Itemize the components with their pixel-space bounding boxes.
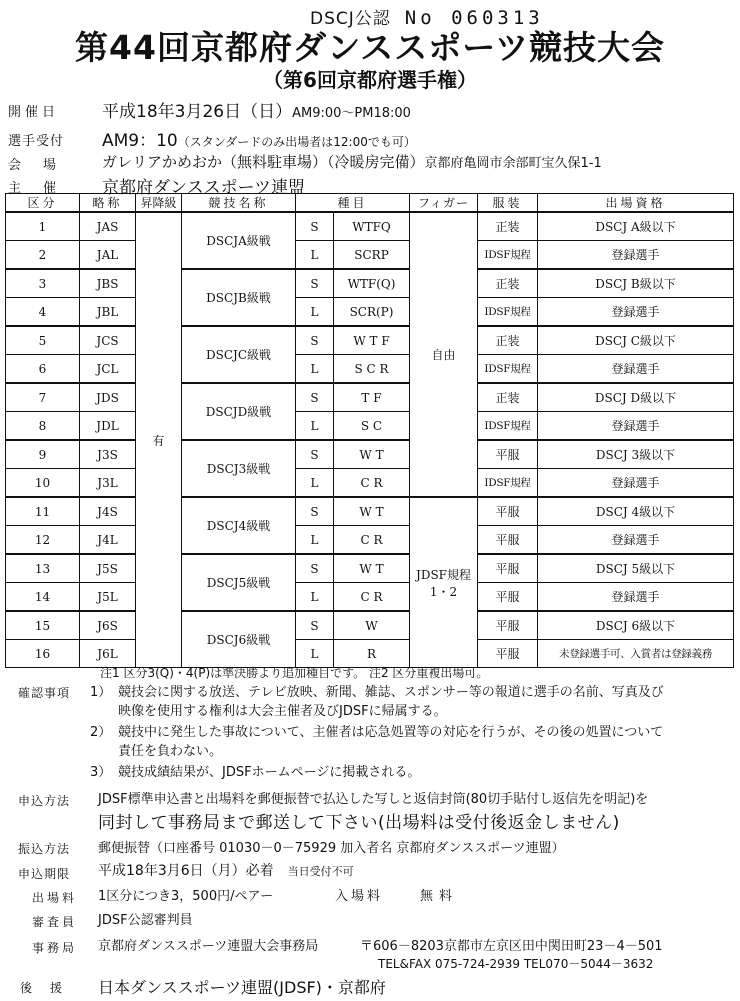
- row-code: JAL: [80, 241, 136, 270]
- row-event: W T F: [334, 326, 410, 355]
- row-event: SCR(P): [334, 298, 410, 327]
- header-promotion: 昇降級: [136, 194, 182, 213]
- confirm-text: 競技中に発生した事故について、主催者は応急処置等の対応を行うが、その後の処置について: [118, 725, 664, 740]
- judges-value: JDSF公認審判員: [98, 913, 193, 928]
- info-value-reception: [102, 126, 416, 151]
- page-subtitle: （第6回京都府選手権）: [263, 68, 477, 92]
- table-row: [6, 440, 734, 469]
- info-value-date: [102, 97, 411, 122]
- row-style: L: [296, 241, 334, 270]
- table-row: [6, 412, 734, 441]
- competition-name: DSCJ6級戦: [182, 611, 296, 668]
- competition-name: DSCJ3級戦: [182, 440, 296, 497]
- confirm-text: 競技成績結果が、JDSFホームページに掲載される。: [118, 765, 421, 780]
- row-style: L: [296, 298, 334, 327]
- events-table: [5, 193, 734, 668]
- row-code: JAS: [80, 212, 136, 241]
- info-value-organizer: 京都府ダンススポーツ連盟: [102, 178, 305, 198]
- row-number: 16: [6, 640, 80, 668]
- confirm-num: 1）: [90, 685, 112, 700]
- row-event: S C: [334, 412, 410, 441]
- row-style: L: [296, 469, 334, 498]
- row-number: 4: [6, 298, 80, 327]
- row-event: C R: [334, 526, 410, 555]
- promotion-cell: 有: [136, 212, 182, 668]
- support-value: 日本ダンススポーツ連盟(JDSF)・京都府: [98, 978, 386, 997]
- deadline-label: 申込期限: [18, 867, 71, 881]
- row-event: C R: [334, 583, 410, 612]
- row-dress: 正装: [478, 212, 538, 241]
- judges-label: 審査員: [32, 915, 78, 929]
- row-event: WTF(Q): [334, 269, 410, 298]
- row-code: JCL: [80, 355, 136, 384]
- event-date: 平成18年3月26日（日）: [102, 102, 293, 122]
- reception-time: AM9：10: [102, 131, 178, 151]
- row-dress: IDSF規程: [478, 355, 538, 384]
- table-row: [6, 298, 734, 327]
- row-code: J4S: [80, 497, 136, 526]
- row-qualification: 未登録選手可、入賞者は登録義務: [538, 640, 734, 668]
- row-number: 1: [6, 212, 80, 241]
- row-style: S: [296, 611, 334, 640]
- row-number: 12: [6, 526, 80, 555]
- header-dress: 服装: [478, 194, 538, 213]
- info-label-organizer: 主催: [8, 181, 79, 196]
- row-code: J3S: [80, 440, 136, 469]
- office-address: 〒606－8203京都市左京区田中関田町23－4－501: [360, 939, 663, 954]
- entry-fee-value: 無料: [420, 889, 459, 904]
- row-style: S: [296, 383, 334, 412]
- row-dress: 平服: [478, 497, 538, 526]
- row-dress: 平服: [478, 554, 538, 583]
- support-label: 後援: [20, 981, 81, 995]
- table-row: [6, 497, 734, 526]
- row-qualification: 登録選手: [538, 469, 734, 498]
- row-code: J5S: [80, 554, 136, 583]
- confirm-text-cont: 映像を使用する権利は大会主催者及びJDSFに帰属する。: [118, 704, 447, 719]
- confirm-item: [90, 683, 664, 721]
- row-code: J3L: [80, 469, 136, 498]
- row-code: JBS: [80, 269, 136, 298]
- fee-value: 1区分につき3，500円/ペアー: [98, 889, 274, 904]
- row-qualification: DSCJ C級以下: [538, 326, 734, 355]
- row-style: L: [296, 526, 334, 555]
- row-qualification: 登録選手: [538, 526, 734, 555]
- fee-label: 出場料: [32, 891, 78, 905]
- row-qualification: 登録選手: [538, 355, 734, 384]
- header-event: 種目: [296, 194, 410, 213]
- row-number: 5: [6, 326, 80, 355]
- competition-name: DSCJD級戦: [182, 383, 296, 440]
- row-event: W T: [334, 440, 410, 469]
- row-number: 14: [6, 583, 80, 612]
- row-qualification: 登録選手: [538, 298, 734, 327]
- event-hours: AM9:00～PM18:00: [292, 106, 411, 121]
- row-number: 13: [6, 554, 80, 583]
- row-event: W T: [334, 554, 410, 583]
- apply-label: 申込方法: [18, 794, 71, 808]
- confirm-text: 競技会に関する放送、テレビ放映、新聞、雑誌、スポンサー等の報道に選手の名前、写真及び: [118, 685, 664, 700]
- table-row: [6, 212, 734, 241]
- row-dress: IDSF規程: [478, 412, 538, 441]
- row-qualification: DSCJ 5級以下: [538, 554, 734, 583]
- table-row: [6, 269, 734, 298]
- row-style: L: [296, 583, 334, 612]
- header-code: 略称: [80, 194, 136, 213]
- office-label: 事務局: [32, 941, 78, 955]
- row-qualification: DSCJ 6級以下: [538, 611, 734, 640]
- row-qualification: DSCJ D級以下: [538, 383, 734, 412]
- page-title: 第44回京都府ダンススポーツ競技大会: [75, 28, 665, 67]
- row-number: 2: [6, 241, 80, 270]
- venue-name: ガレリアかめおか（無料駐車場）（冷暖房完備）: [102, 153, 425, 171]
- table-row: [6, 554, 734, 583]
- info-label-reception: 選手受付: [8, 134, 65, 149]
- row-code: JDS: [80, 383, 136, 412]
- row-qualification: DSCJ 4級以下: [538, 497, 734, 526]
- row-dress: 正装: [478, 326, 538, 355]
- row-event: R: [334, 640, 410, 668]
- row-qualification: DSCJ 3級以下: [538, 440, 734, 469]
- apply-line-1: JDSF標準申込書と出場料を郵便振替で払込した写しと返信封筒(80切手貼付し返信先を明記)を: [98, 792, 649, 807]
- row-qualification: DSCJ A級以下: [538, 212, 734, 241]
- row-style: S: [296, 326, 334, 355]
- row-dress: 平服: [478, 526, 538, 555]
- entry-fee-label: 入場料: [335, 889, 384, 904]
- row-dress: IDSF規程: [478, 298, 538, 327]
- row-code: JBL: [80, 298, 136, 327]
- row-event: W T: [334, 497, 410, 526]
- reception-note: （スタンダードのみ出場者は12:00でも可）: [177, 135, 416, 149]
- figure-jdsf-label: JDSF規程: [416, 567, 471, 582]
- confirm-label: 確認事項: [18, 686, 71, 700]
- table-row: [6, 526, 734, 555]
- office-name: 京都府ダンススポーツ連盟大会事務局: [98, 939, 319, 954]
- competition-name: DSCJ5級戦: [182, 554, 296, 611]
- transfer-label: 振込方法: [18, 842, 71, 856]
- header-qualification: 出場資格: [538, 194, 734, 213]
- row-number: 15: [6, 611, 80, 640]
- office-tel: TEL&FAX 075-724-2939 TEL070－5044－3632: [378, 957, 654, 971]
- competition-name: DSCJA級戦: [182, 212, 296, 269]
- confirm-num: 2）: [90, 725, 112, 740]
- row-event: S C R: [334, 355, 410, 384]
- info-label-venue: 会場: [8, 158, 79, 173]
- confirm-item: [90, 763, 420, 782]
- row-style: S: [296, 440, 334, 469]
- row-dress: 平服: [478, 583, 538, 612]
- approval-label: DSCJ公認: [310, 9, 391, 29]
- approval-number: No 060313: [404, 7, 544, 29]
- row-qualification: DSCJ B級以下: [538, 269, 734, 298]
- deadline-date: 平成18年3月6日（月）必着: [98, 863, 274, 879]
- row-code: JCS: [80, 326, 136, 355]
- table-row: [6, 326, 734, 355]
- row-number: 11: [6, 497, 80, 526]
- row-event: T F: [334, 383, 410, 412]
- table-row: [6, 355, 734, 384]
- table-row: [6, 469, 734, 498]
- row-number: 9: [6, 440, 80, 469]
- row-number: 6: [6, 355, 80, 384]
- deadline-note: 当日受付不可: [287, 865, 354, 878]
- deadline-value: [98, 862, 354, 881]
- header-figure: フィガー: [410, 194, 478, 213]
- competition-name: DSCJC級戦: [182, 326, 296, 383]
- row-event: WTFQ: [334, 212, 410, 241]
- row-dress: 平服: [478, 640, 538, 668]
- row-dress: 平服: [478, 440, 538, 469]
- row-style: S: [296, 212, 334, 241]
- row-code: JDL: [80, 412, 136, 441]
- row-code: J6L: [80, 640, 136, 668]
- row-dress: 平服: [478, 611, 538, 640]
- competition-name: DSCJ4級戦: [182, 497, 296, 554]
- figure-free: 自由: [410, 212, 478, 497]
- row-event: W: [334, 611, 410, 640]
- apply-line-2: 同封して事務局まで郵送して下さい(出場料は受付後返金しません): [98, 813, 620, 833]
- table-row: [6, 383, 734, 412]
- header-competition-name: 競技名称: [182, 194, 296, 213]
- confirm-num: 3）: [90, 765, 112, 780]
- table-row: [6, 241, 734, 270]
- row-number: 10: [6, 469, 80, 498]
- row-qualification: 登録選手: [538, 241, 734, 270]
- header-category: 区分: [6, 194, 80, 213]
- row-number: 8: [6, 412, 80, 441]
- row-dress: IDSF規程: [478, 241, 538, 270]
- row-number: 3: [6, 269, 80, 298]
- row-event: SCRP: [334, 241, 410, 270]
- figure-jdsf: [410, 497, 478, 668]
- row-dress: 正装: [478, 269, 538, 298]
- info-value-venue: [102, 151, 602, 172]
- table-header-row: [6, 194, 734, 213]
- transfer-value: 郵便振替（口座番号 01030－0－75929 加入者名 京都府ダンススポーツ連盟）: [98, 841, 565, 856]
- row-code: J6S: [80, 611, 136, 640]
- table-row: [6, 611, 734, 640]
- row-style: L: [296, 640, 334, 668]
- venue-address: 京都府亀岡市余部町宝久保1-1: [424, 156, 602, 171]
- info-label-date: 開催日: [8, 105, 60, 120]
- table-notes: 注1 区分3(Q)・4(P)は準決勝より追加種目です。 注2 区分重複出場可。: [100, 666, 489, 680]
- row-style: S: [296, 497, 334, 526]
- row-style: L: [296, 412, 334, 441]
- confirm-text-cont: 責任を負わない。: [118, 744, 223, 759]
- row-dress: IDSF規程: [478, 469, 538, 498]
- competition-name: DSCJB級戦: [182, 269, 296, 326]
- row-code: J5L: [80, 583, 136, 612]
- row-number: 7: [6, 383, 80, 412]
- row-dress: 正装: [478, 383, 538, 412]
- table-row: [6, 583, 734, 612]
- row-style: S: [296, 554, 334, 583]
- row-event: C R: [334, 469, 410, 498]
- row-qualification: 登録選手: [538, 583, 734, 612]
- row-code: J4L: [80, 526, 136, 555]
- confirm-item: [90, 723, 663, 761]
- row-style: L: [296, 355, 334, 384]
- row-style: S: [296, 269, 334, 298]
- figure-jdsf-levels: 1・2: [429, 584, 458, 599]
- row-qualification: 登録選手: [538, 412, 734, 441]
